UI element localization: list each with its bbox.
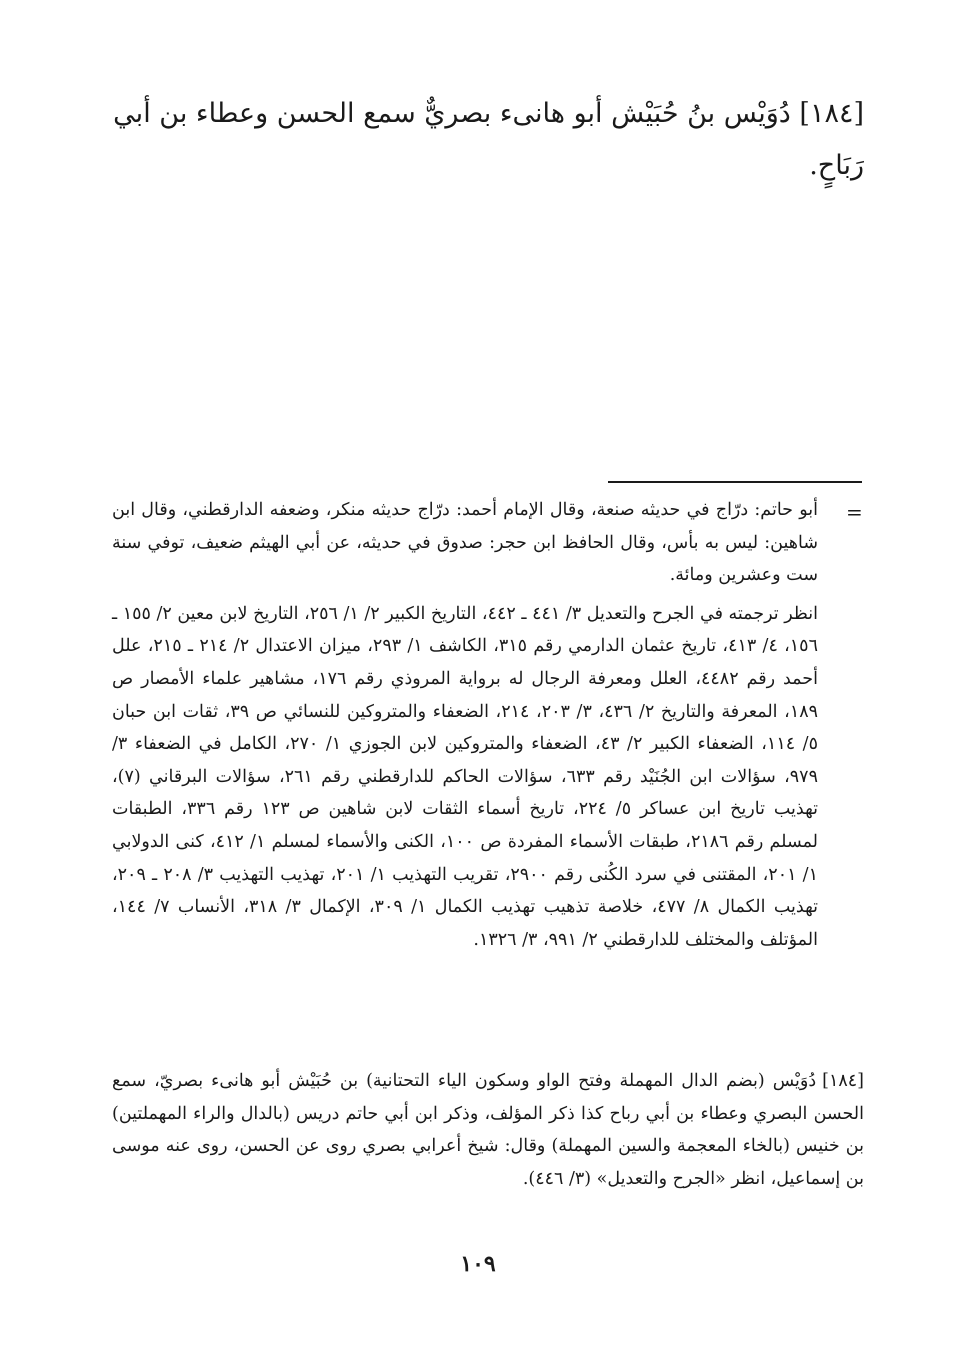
footnote-continuation bbox=[112, 494, 818, 956]
footnote-184 bbox=[112, 1065, 864, 1195]
footnote-184-text: دُوَيْس (بضم الدال المهملة وفتح الواو وسكون الياء التحتانية) بن حُبَيْش أبو هانىء بصريّ، سمع الحسن البصري وعطاء بن أبي رباح كذا ذكر المؤلف، وذكر ابن أبي حاتم دريس (بالدال والراء المهملتين) بن خنيس (بالخاء المعجمة والسين المهملة) وقال: شيخ أعرابي بصري روى عن الحسن، روى عنه موسى بن إسماعيل، انظر «الجرح والتعديل» (٣/ ٤٤٦). bbox=[112, 1071, 864, 1189]
page-number: ١٠٩ bbox=[460, 1251, 496, 1277]
entry-number: [١٨٤] bbox=[799, 98, 864, 129]
entry-text: دُوَيْس بنُ حُبَيْش أبو هانىء بصريٌّ سمع الحسن وعطاء بن أبي رَبَاحٍ. bbox=[113, 98, 864, 181]
footnote-184-paragraph bbox=[112, 1065, 864, 1195]
footnote-paragraph-2: انظر ترجمته في الجرح والتعديل ٣/ ٤٤١ ـ ٤٤٢، التاريخ الكبير ٢/ ١/ ٢٥٦، التاريخ لابن معين ٢/ ١٥٥ ـ ١٥٦، ٤/ ٤١٣، تاريخ عثمان الدارمي رقم ٣١٥، الكاشف ١/ ٢٩٣، ميزان الاعتدال ٢/ ٢١٤ ـ ٢١٥، علل أحمد رقم ٤٤٨٢، العلل ومعرفة الرجال له برواية المروذي رقم ١٧٦، مشاهير علماء الأمصار ص ١٨٩، المعرفة والتاريخ ٢/ ٤٣٦، ٣/ ٢٠٣، ٢١٤، الضعفاء والمتروكين للنسائي ص ٣٩، ثقات ابن حبان ٥/ ١١٤، الضعفاء الكبير ٢/ ٤٣، الضعفاء والمتروكين لابن الجوزي ١/ ٢٧٠، الكامل في الضعفاء ٣/ ٩٧٩، سؤالات ابن الجُنَيْد رقم ٦٣٣، سؤالات الحاكم للدارقطني رقم ٢٦١، سؤالات البرقاني (٧)، تهذيب تاريخ ابن عساكر ٥/ ٢٢٤، تاريخ أسماء الثقات لابن شاهين ص ١٢٣ رقم ٣٣٦، الطبقات لمسلم رقم ٢١٨٦، طبقات الأسماء المفردة ص ١٠٠، الكنى والأسماء لمسلم ١/ ٤١٢، كنى الدولابي ١/ ٢٠١، المقتنى في سرد الكُنى رقم ٢٩٠٠، تقريب التهذيب ١/ ٢٠١، تهذيب التهذيب ٣/ ٢٠٨ ـ ٢٠٩، تهذيب الكمال ٨/ ٤٧٧، خلاصة تذهيب تهذيب الكمال ١/ ٣٠٩، الإكمال ٣/ ٣١٨، الأنساب ٧/ ١٤٤، المؤتلف والمختلف للدارقطني ٢/ ٩٩١، ٣/ ١٣٢٦. bbox=[112, 603, 819, 950]
footnote-paragraph-1: أبو حاتم: درّاج في حديثه صنعة، وقال الإمام أحمد: درّاج حديثه منكر، وضعفه الدارقطني، وقال ابن شاهين: ليس به بأس، وقال الحافظ ابن حجر: صدوق في حديثه، عن أبي الهيثم ضعيف، توفي سنة ست وعشرين ومائة. bbox=[112, 500, 818, 586]
footnote-divider bbox=[608, 481, 862, 483]
continuation-mark: = bbox=[846, 500, 863, 524]
footnote-184-number: [١٨٤] bbox=[822, 1071, 864, 1091]
main-entry bbox=[108, 88, 864, 192]
